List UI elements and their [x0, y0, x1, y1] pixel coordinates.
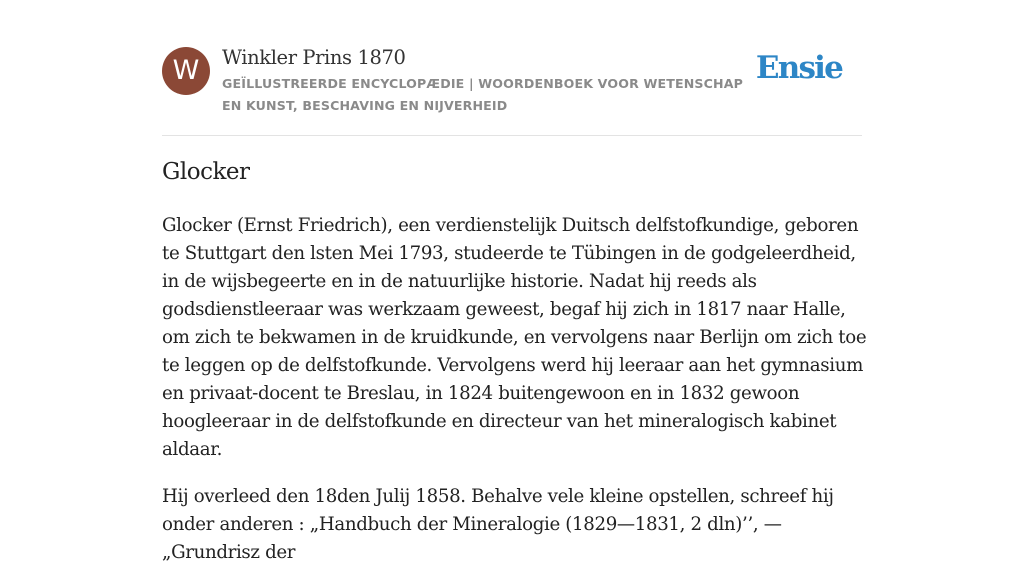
article-title: Glocker: [162, 159, 250, 185]
source-header: [162, 44, 862, 136]
article-paragraph: Hij overleed den 18den Julij 1858. Behalve vele kleine opstellen, schreef hij onder anderen : „Handbuch der Mineralogie (1829—1831, 2 dln)’’, — „Grundrisz der: [162, 486, 834, 563]
article-paragraph: Glocker (Ernst Friedrich), een verdienstelijk Duitsch delfstofkundige, geboren te Stuttgart den lsten Mei 1793, studeerde te Tübingen in de godgeleerdheid, in de wijsbegeerte en in de natuurlijke historie. Nadat hij reeds als godsdienstleeraar was werkzaam geweest, begaf hij zich in 1817 naar Halle, om zich te bekwamen in de kruidkunde, en vervolgens naar Berlijn om zich toe te leggen op de delfstofkunde. Vervolgens werd hij leeraar aan het gymnasium en privaat-docent te Breslau, in 1824 buitengewoon en in 1832 gewoon hoogleeraar in de delfstofkunde en directeur van het mineralogisch kabinet aldaar.: [162, 215, 867, 460]
source-title[interactable]: Winkler Prins 1870: [222, 46, 406, 69]
article-body: [162, 212, 874, 586]
header-divider: [162, 135, 862, 136]
ensie-logo[interactable]: Ensie: [755, 50, 842, 86]
source-subtitle: GEÏLLUSTREERDE ENCYCLOPÆDIE | WOORDENBOEK VOOR WETENSCHAP EN KUNST, BESCHAVING EN NIJVERHEID: [222, 76, 744, 113]
source-avatar[interactable]: W: [162, 47, 210, 95]
